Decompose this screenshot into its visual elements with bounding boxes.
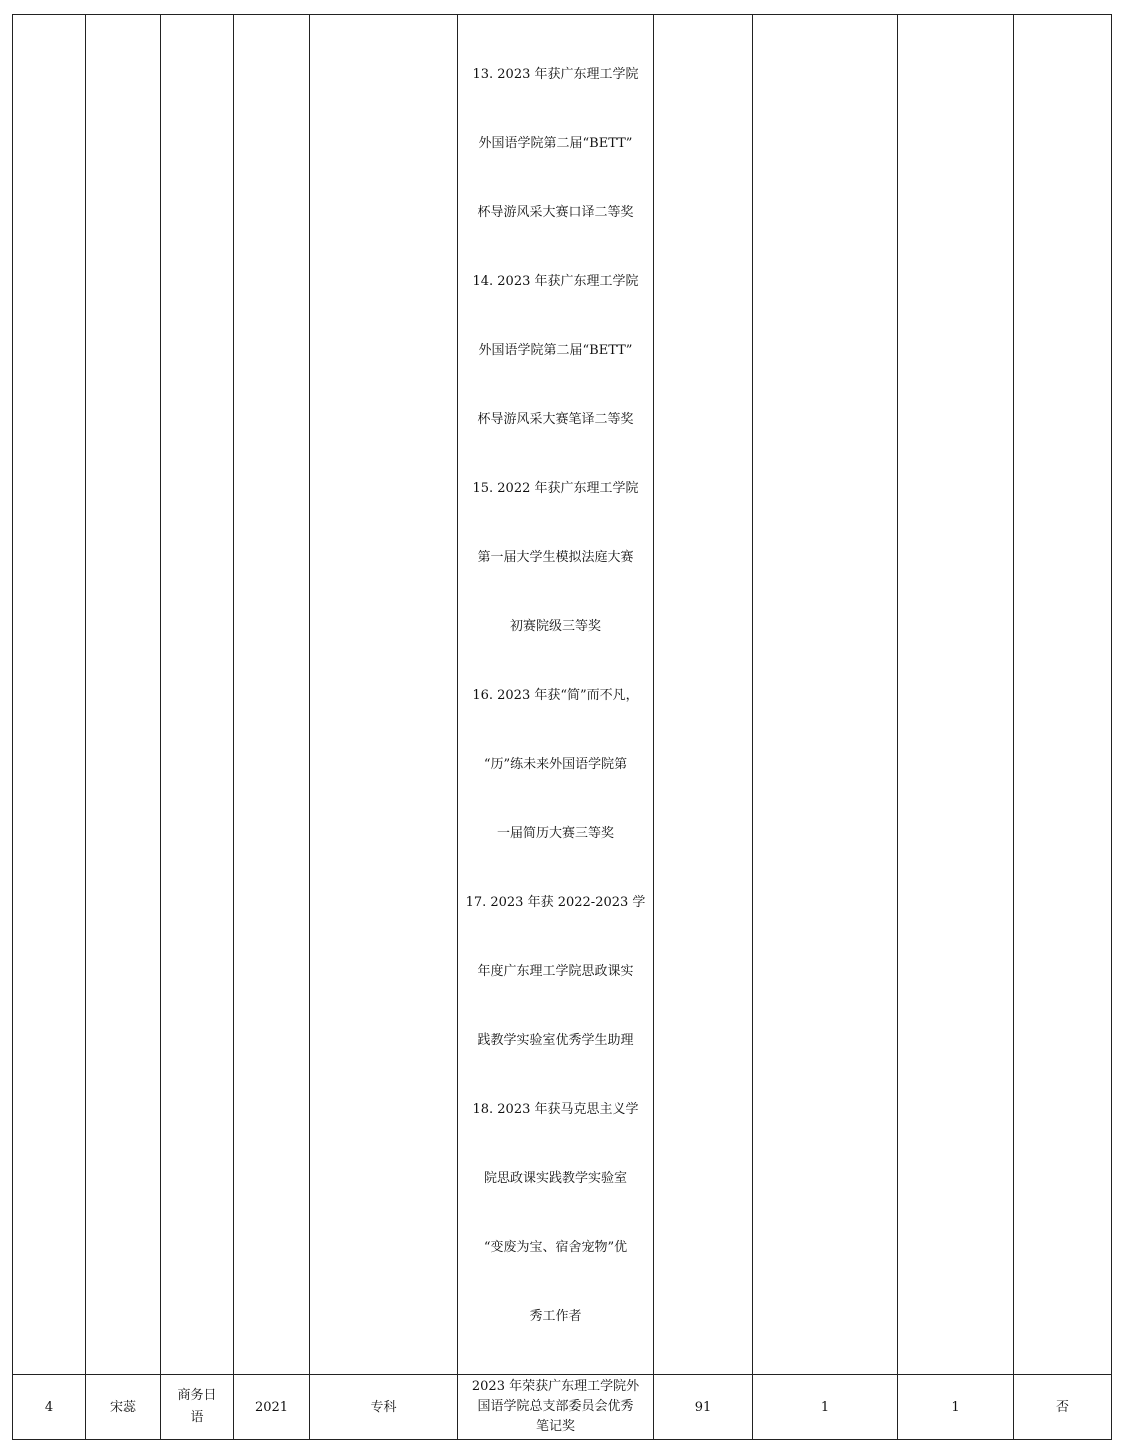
award-line: 初赛院级三等奖 — [509, 619, 601, 634]
award-line: 15. 2022 年获广东理工学院 — [472, 481, 639, 496]
cell-col8-empty — [753, 15, 898, 1375]
award-line: 13. 2023 年获广东理工学院 — [472, 67, 639, 82]
award-line: “变废为宝、宿舍宠物”优 — [483, 1240, 628, 1255]
award-line: 第一届大学生模拟法庭大赛 — [477, 550, 634, 565]
cell-major — [161, 1375, 234, 1440]
table-row — [13, 1375, 1112, 1440]
cell-col8: 1 — [753, 1375, 898, 1440]
award-line: 外国语学院第二届“BETT” — [478, 343, 633, 358]
cell-col10: 否 — [1014, 1375, 1112, 1440]
cell-score-empty — [654, 15, 753, 1375]
major-line: 商务日 — [177, 1388, 217, 1403]
award-line: 院思政课实践教学实验室 — [483, 1171, 627, 1186]
cell-awards-continued — [458, 15, 654, 1375]
cell-col10-empty — [1014, 15, 1112, 1375]
table-row-continued — [13, 15, 1112, 1375]
award-line: 一届简历大赛三等奖 — [496, 826, 614, 841]
student-awards-table — [12, 14, 1112, 1440]
award-line: 践教学实验室优秀学生助理 — [477, 1033, 634, 1048]
award-line: 秀工作者 — [529, 1309, 582, 1324]
cell-level-empty — [310, 15, 458, 1375]
award-line: 2023 年荣获广东理工学院外 — [471, 1379, 640, 1394]
cell-score: 91 — [654, 1375, 753, 1440]
major-line: 语 — [190, 1410, 204, 1425]
cell-major-empty — [161, 15, 234, 1375]
award-line: 16. 2023 年获“简”而不凡， — [472, 688, 639, 703]
awards-list — [458, 15, 653, 1374]
award-line: 杯导游风采大赛笔译二等奖 — [477, 412, 634, 427]
award-line: 14. 2023 年获广东理工学院 — [472, 274, 639, 289]
award-line: 17. 2023 年获 2022-2023 学 — [465, 895, 646, 910]
award-line: 18. 2023 年获马克思主义学 — [472, 1102, 639, 1117]
cell-col9-empty — [898, 15, 1014, 1375]
award-line: 年度广东理工学院思政课实 — [477, 964, 634, 979]
cell-name-empty — [86, 15, 161, 1375]
cell-col9: 1 — [898, 1375, 1014, 1440]
cell-no: 4 — [13, 1375, 86, 1440]
award-line: “历”练未来外国语学院第 — [483, 757, 628, 772]
cell-grade-empty — [234, 15, 310, 1375]
cell-no-empty — [13, 15, 86, 1375]
award-line: 杯导游风采大赛口译二等奖 — [477, 205, 634, 220]
cell-grade: 2021 — [234, 1375, 310, 1440]
cell-award — [458, 1375, 654, 1440]
award-line: 外国语学院第二届“BETT” — [478, 136, 633, 151]
cell-name: 宋蕊 — [86, 1375, 161, 1440]
award-line: 笔记奖 — [535, 1419, 575, 1434]
cell-level: 专科 — [310, 1375, 458, 1440]
award-line: 国语学院总支部委员会优秀 — [477, 1399, 634, 1414]
